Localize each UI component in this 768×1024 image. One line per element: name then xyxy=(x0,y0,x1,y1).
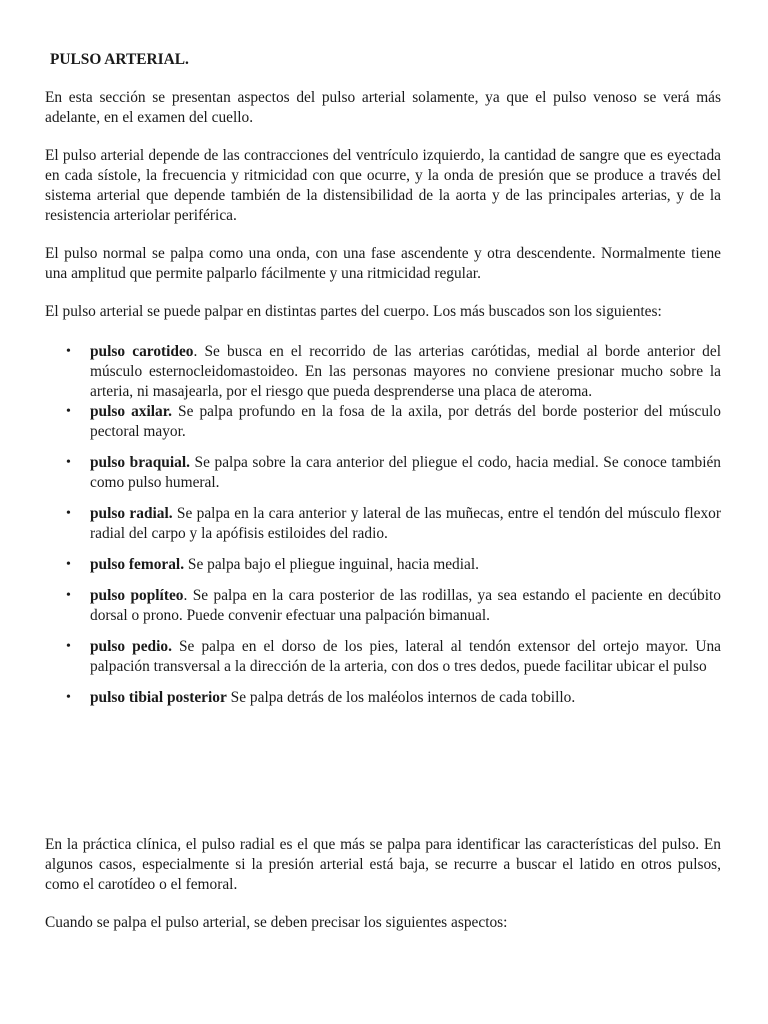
pulse-description: Se palpa profundo en la fosa de la axila, por detrás del borde posterior del músculo pectoral mayor. xyxy=(90,403,721,440)
bullet-icon: • xyxy=(66,690,71,705)
pulse-item-pedio xyxy=(45,637,721,677)
bullet-icon: • xyxy=(66,506,71,521)
pulse-name: pulso braquial. xyxy=(90,454,190,471)
pulse-name: pulso radial. xyxy=(90,505,173,522)
document-page xyxy=(45,50,721,951)
pulse-description: Se palpa detrás de los maléolos internos de cada tobillo. xyxy=(226,689,576,706)
outro-paragraph-2: Cuando se palpa el pulso arterial, se deben precisar los siguientes aspectos: xyxy=(45,914,508,931)
pulse-name: pulso poplíteo xyxy=(90,587,184,604)
pulse-item-radial xyxy=(45,504,721,544)
pulse-name: pulso pedio. xyxy=(90,638,172,655)
intro-paragraph-4: El pulso arterial se puede palpar en distintas partes del cuerpo. Los más buscados son los siguientes: xyxy=(45,303,662,320)
pulse-item-carotideo xyxy=(45,342,721,402)
pulse-list xyxy=(45,342,721,708)
pulse-description: Se palpa en el dorso de los pies, lateral al tendón extensor del ortejo mayor. Una palpación transversal a la dirección de la arteria, con dos o tres dedos, puede facilitar ubicar el pulso xyxy=(90,638,721,675)
pulse-item-tibial-posterior xyxy=(45,688,721,708)
pulse-name: pulso tibial posterior xyxy=(90,689,227,706)
bullet-icon: • xyxy=(66,404,71,419)
pulse-item-femoral xyxy=(45,555,721,575)
intro-paragraph-1: En esta sección se presentan aspectos del pulso arterial solamente, ya que el pulso venoso se verá más adelante, en el examen del cuello. xyxy=(45,89,721,126)
intro-paragraph-3: El pulso normal se palpa como una onda, con una fase ascendente y otra descendente. Normalmente tiene una amplitud que permite palparlo fácilmente y una ritmicidad regular. xyxy=(45,245,721,282)
pulse-description: Se palpa bajo el pliegue inguinal, hacia medial. xyxy=(184,556,479,573)
pulse-name: pulso femoral. xyxy=(90,556,185,573)
bullet-icon: • xyxy=(66,344,71,359)
outro-paragraph-1: En la práctica clínica, el pulso radial es el que más se palpa para identificar las características del pulso. En algunos casos, especialmente si la presión arterial está baja, se recurre a buscar el latido en otros pulsos, como el carotídeo o el femoral. xyxy=(45,836,721,893)
pulse-description: . Se palpa en la cara posterior de las rodillas, ya sea estando el paciente en decúbito dorsal o prono. Puede convenir efectuar una palpación bimanual. xyxy=(90,587,721,624)
pulse-description: . Se busca en el recorrido de las arterias carótidas, medial al borde anterior del músculo esternocleidomastoideo. En las personas mayores no conviene presionar mucho sobre la arteria, ni masajearla, por el riesgo que pueda desprenderse una placa de ateroma. xyxy=(90,343,721,400)
bullet-icon: • xyxy=(66,455,71,470)
bullet-icon: • xyxy=(66,557,71,572)
pulse-item-popliteo xyxy=(45,586,721,626)
pulse-name: pulso axilar. xyxy=(90,403,173,420)
section-title: PULSO ARTERIAL. xyxy=(50,51,189,68)
intro-paragraph-2: El pulso arterial depende de las contracciones del ventrículo izquierdo, la cantidad de sangre que es eyectada en cada sístole, la frecuencia y ritmicidad con que ocurre, y la onda de presión que se produce a través del sistema arterial que depende también de la distensibilidad de la aorta y de las principales arterias, y de la resistencia arteriolar periférica. xyxy=(45,147,721,224)
pulse-item-axilar xyxy=(45,402,721,442)
pulse-description: Se palpa en la cara anterior y lateral de las muñecas, entre el tendón del músculo flexor radial del carpo y la apófisis estiloides del radio. xyxy=(90,505,721,542)
pulse-name: pulso carotideo xyxy=(90,343,194,360)
bullet-icon: • xyxy=(66,639,71,654)
blank-space xyxy=(45,719,721,835)
pulse-description: Se palpa sobre la cara anterior del pliegue el codo, hacia medial. Se conoce también como pulso humeral. xyxy=(90,454,721,491)
pulse-item-braquial xyxy=(45,453,721,493)
bullet-icon: • xyxy=(66,588,71,603)
